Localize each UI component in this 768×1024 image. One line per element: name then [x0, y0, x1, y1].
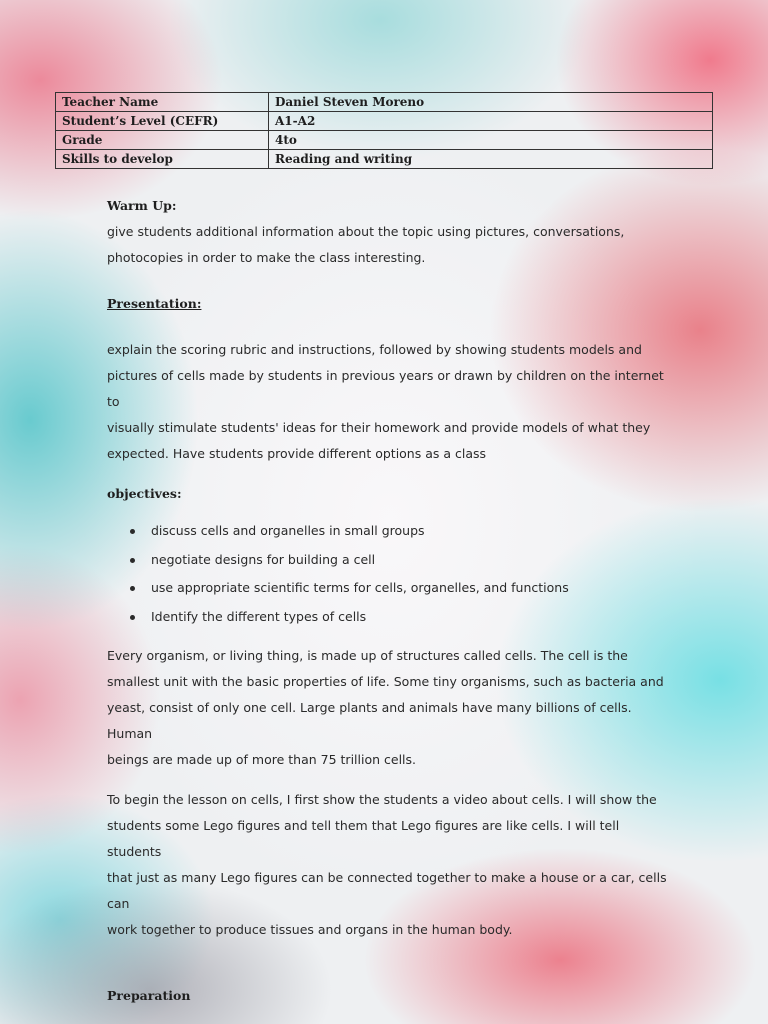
cells-paragraph [107, 643, 667, 773]
text-line: photocopies in order to make the class interesting. [107, 250, 426, 265]
warm-up-text [107, 219, 667, 271]
student-level-label: Student’s Level (CEFR) [56, 112, 269, 131]
grade-label: Grade [56, 131, 269, 150]
lesson-body [107, 193, 667, 1009]
lesson-paragraph [107, 787, 667, 943]
teacher-name-value: Daniel Steven Moreno [269, 93, 713, 112]
table-row [56, 131, 713, 150]
warm-up-heading: Warm Up: [107, 198, 177, 213]
presentation-text [107, 337, 667, 467]
list-item-text: discuss cells and organelles in small groups [151, 523, 425, 538]
preparation-heading: Preparation [107, 988, 191, 1003]
presentation-heading: Presentation: [107, 296, 202, 311]
skills-label: Skills to develop [56, 150, 269, 169]
text-line: that just as many Lego figures can be connected together to make a house or a car, cells can [107, 870, 667, 911]
text-line: work together to produce tissues and organs in the human body. [107, 922, 513, 937]
table-row [56, 112, 713, 131]
list-item-text: negotiate designs for building a cell [151, 551, 376, 567]
list-item [151, 517, 667, 546]
text-line: yeast, consist of only one cell. Large plants and animals have many billions of cells. Human [107, 700, 632, 741]
list-item [151, 574, 667, 603]
text-line: beings are made up of more than 75 trillion cells. [107, 752, 416, 767]
skills-value: Reading and writing [269, 150, 713, 169]
list-item-text: use appropriate scientific terms for cells, organelles, and functions [151, 580, 569, 595]
teacher-name-label: Teacher Name [56, 93, 269, 112]
table-row [56, 93, 713, 112]
objectives-list [107, 517, 667, 631]
list-item-text: Identify the different types of cells [151, 608, 367, 624]
grade-value: 4to [269, 131, 713, 150]
text-line: students some Lego figures and tell them that Lego figures are like cells. I will tell students [107, 818, 620, 859]
text-line: pictures of cells made by students in previous years or drawn by children on the internet to [107, 368, 664, 409]
list-item [151, 546, 667, 575]
text-line: To begin the lesson on cells, I first show the students a video about cells. I will show the [107, 792, 657, 807]
objectives-heading: objectives: [107, 486, 182, 501]
text-line: Every organism, or living thing, is made up of structures called cells. The cell is the [107, 648, 628, 663]
text-line: expected. Have students provide different options as a class [107, 446, 487, 461]
list-item [151, 603, 667, 632]
bullet-icon [130, 529, 135, 534]
student-level-value: A1-A2 [269, 112, 713, 131]
text-line: give students additional information about the topic using pictures, conversations, [107, 224, 625, 239]
text-line: visually stimulate students' ideas for their homework and provide models of what they [107, 420, 651, 435]
table-row [56, 150, 713, 169]
bullet-icon [130, 615, 135, 620]
lesson-info-table [55, 92, 713, 169]
bullet-icon [130, 586, 135, 591]
text-line: explain the scoring rubric and instructions, followed by showing students models and [107, 342, 642, 357]
text-line: smallest unit with the basic properties of life. Some tiny organisms, such as bacteria and [107, 674, 664, 689]
bullet-icon [130, 558, 135, 563]
